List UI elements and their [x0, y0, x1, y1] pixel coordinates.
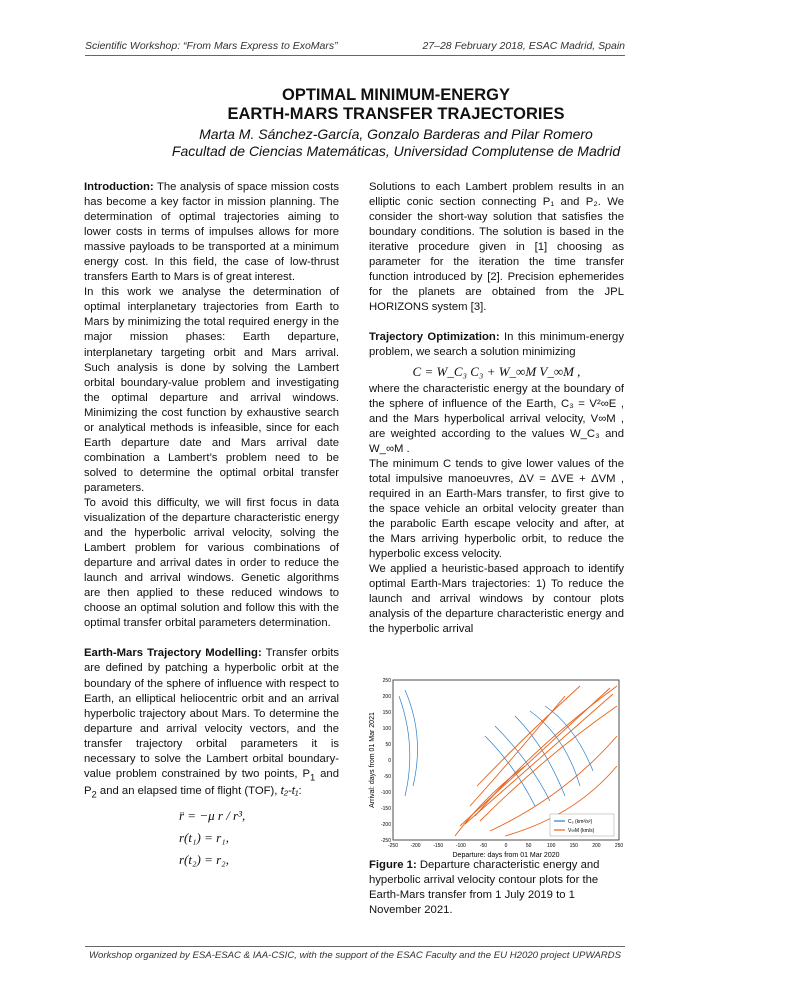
- header-date: 27–28 February 2018, ESAC Madrid, Spain: [422, 40, 625, 52]
- y-tick-label: -100: [380, 790, 391, 796]
- x-tick-label: -100: [455, 843, 466, 849]
- contour-plot-figure: [365, 676, 625, 860]
- y-tick-labels: [381, 678, 391, 844]
- model-heading: Earth-Mars Trajectory Modelling:: [84, 647, 262, 660]
- equation-boundary-1: r(t₁) = r₁,: [179, 830, 229, 846]
- x-tick-label: 0: [504, 843, 508, 849]
- x-tick-label: 100: [547, 843, 556, 849]
- title-line-1: OPTIMAL MINIMUM-ENERGY: [282, 86, 510, 104]
- x-axis-label: Departure: days from 01 Mar 2020: [452, 852, 560, 859]
- y-tick-label: 50: [385, 742, 391, 748]
- x-tick-label: -250: [387, 843, 399, 849]
- intro-paragraph-2: In this work we analyse the determination of optimal interplanetary trajectories from Earth to Mars by minimizing the total required energy in the major mission phases: Earth departure, interplanetary targeting orbit and Mars arrival. Such analysis is done by solving the Lambert orbital boundary-value problem and investigating the optimal departure and arrival windows. Minimizing the cost function by exhaustive search or analytical methods is infeasible, since for each Earth departure date and Mars arrival date combination a Lambert’s problem need to be solved to determine the optimal orbital transfer parameters.: [84, 286, 339, 494]
- x-tick-label: 150: [569, 843, 578, 849]
- y-tick-label: -50: [383, 774, 391, 780]
- y-axis-label: Arrival: days from 01 Mar 2021: [369, 712, 376, 808]
- optimization-paragraph-4: We applied a heuristic-based approach to identify optimal Earth-Mars trajectories: 1) To reduce the launch and arrival windows by contour plots analysis of the departure characteristic energy and the hyperbolic arrival: [369, 563, 624, 636]
- legend-c3: C₃ (km²/s²): [568, 819, 593, 825]
- lambert-equations: [179, 805, 339, 871]
- x-tick-labels: [388, 843, 623, 849]
- equation-motion: r̈ = −μ r / r³,: [179, 808, 246, 824]
- y-tick-label: -200: [380, 822, 391, 828]
- plot-legend: [550, 814, 614, 836]
- optimization-paragraph-3: The minimum C tends to give lower values of the total impulsive manoeuvres, ΔV = ΔVE + ΔVM , required in an Earth-Mars transfer, to first give to the space vehicle an orbital velocity greater than the parabolic Earth escape velocity and after, at the Mars arriving hyperbolic orbit, to reduce the hyperbolic excess velocity.: [369, 457, 624, 561]
- optimization-heading: Trajectory Optimization:: [369, 331, 500, 344]
- intro-paragraph-3: To avoid this difficulty, we will first focus in data visualization of the departure characteristic energy and the hyperbolic arrival velocity, solving the Lambert problem for various combinations of departure and arrival dates in order to reduce the launch and arrival windows. Genetic algorithms are then applied to these reduced windows to choose an optimal solution and follow this with the optimal transfer orbital parameters determination.: [84, 496, 339, 630]
- x-tick-label: 250: [614, 843, 624, 849]
- header-workshop: Scientific Workshop: “From Mars Express to ExoMars”: [85, 40, 338, 52]
- model-paragraph: Earth-Mars Trajectory Modelling: Transfer orbits are defined by patching a hyperbolic orbit at the boundary of the sphere of influence with respect to Earth, an elliptical heliocentric orbit and an arrival hyperbolic trajectory about Mars. To determine the departure and arrival velocity vectors, and the transfer trajectory orbital parameters it is necessary to solve the Lambert orbital boundary-value problem constrained by two points, $P_1$ and $P_2$ and an elapsed time of flight (TOF), t₂-t₁:: [84, 647, 340, 800]
- optimization-paragraph-2: where the characteristic energy at the boundary of the sphere of influence of the Earth, C₃ = V²∞E , and the Mars hyperbolical arrival velocity, V∞M , are weighted according to the values W_C₃ and W_∞M .: [369, 382, 624, 455]
- footer-rule: [85, 946, 625, 947]
- equation-boundary-2: r(t₂) = r₂,: [179, 852, 229, 868]
- title-line-2: EARTH-MARS TRANSFER TRAJECTORIES: [227, 105, 565, 123]
- x-tick-label: -50: [479, 843, 488, 849]
- cost-function-equation: C = W_C₃ C₃ + W_∞M V_∞M ,: [412, 363, 581, 379]
- x-tick-label: -150: [433, 843, 444, 849]
- caption-label: Figure 1:: [369, 859, 417, 871]
- intro-heading: Introduction:: [84, 181, 154, 193]
- y-tick-label: 200: [382, 694, 391, 700]
- legend-vinf: V∞M (km/s): [568, 828, 595, 834]
- y-tick-label: -250: [380, 838, 391, 844]
- y-tick-label: -150: [380, 806, 391, 812]
- x-tick-label: 50: [525, 843, 532, 849]
- authors: Marta M. Sánchez-García, Gonzalo Barderas and Pilar Romero: [199, 126, 593, 142]
- y-tick-label: 100: [382, 726, 391, 732]
- y-tick-label: 150: [382, 710, 391, 716]
- x-tick-label: 200: [592, 843, 601, 849]
- left-column: [84, 180, 339, 875]
- lambert-paragraph: Solutions to each Lambert problem results in an elliptic conic section connecting P₁ and P₂. We consider the short-way solution that satisfies the boundary conditions. The solution is based in the iterative procedure given in [1] choosing as parameter for the iteration the time transfer function introduced by [2]. Precision ephemerides for the planets are obtained from the JPL HORIZONS system [3].: [369, 181, 624, 314]
- header-rule: [85, 55, 625, 56]
- page-footer: Workshop organized by ESA-ESAC & IAA-CSIC, with the support of the ESAC Faculty and the EU H2020 project UPWARDS: [89, 950, 621, 961]
- y-tick-label: 250: [382, 678, 391, 684]
- right-column: [369, 180, 624, 637]
- optimization-paragraph-1: Trajectory Optimization: In this minimum-energy problem, we search a solution minimizing: [369, 331, 624, 359]
- x-tick-label: -200: [410, 843, 421, 849]
- tof-symbol: t₂-t₁: [280, 785, 299, 798]
- y-tick-label: 0: [388, 758, 391, 764]
- author-block: [85, 126, 707, 160]
- paper-title: [85, 86, 707, 124]
- intro-paragraph-1: Introduction: The analysis of space mission costs has become a key factor in mission planning. The determination of optimal trajectories aiming to lower costs in terms of impulses allows for more massive payloads to be transported at a minimum energy cost. In this field, the case of low-thrust transfers Earth to Mars is of great interest.: [84, 181, 339, 284]
- figure-caption: Figure 1: Departure characteristic energy and hyperbolic arrival velocity contour plots for the Earth-Mars transfer from 1 July 2019 to 1 November 2021.: [369, 859, 600, 917]
- affiliation: Facultad de Ciencias Matemáticas, Universidad Complutense de Madrid: [171, 143, 621, 159]
- running-header: [85, 40, 625, 52]
